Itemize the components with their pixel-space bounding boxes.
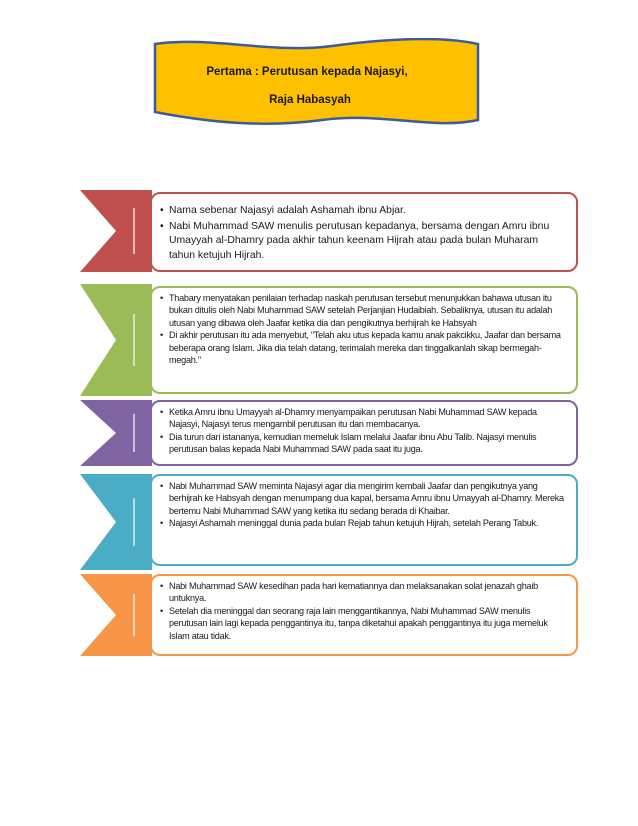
step-5-item-1: • Nabi Muhammad SAW kesedihan pada hari kematiannya dan melaksanakan solat jenazah ghaib untuknya. [160,580,566,605]
step-3-item-2: • Dia turun dari istananya, kemudian memeluk Islam melalui Jaafar ibnu Abu Talib. Najasyi menulis perutusan balas kepada Nabi Muhammad SAW pada saat itu juga. [160,431,566,456]
step-2-box [150,286,578,394]
step-1-box [150,192,578,272]
step-3-item-1: • Ketika Amru ibnu Umayyah al-Dhamry menyampaikan perutusan Nabi Muhammad SAW kepada Najasyi, Najasyi terus mengambil perutusan itu dan membacanya. [160,406,566,431]
step-4-item-1: • Nabi Muhammad SAW meminta Najasyi agar dia mengirim kembali Jaafar dan pengikutnya yang berhijrah ke Habsyah dengan menumpang dua kapal, bersama Amru ibnu Umayyah al-Dhamry. Mereka bertemu Nabi Muhammad SAW yang ketika itu sedang berada di Khaibar. [160,480,566,517]
step-3-box [150,400,578,466]
step-2-item-1: • Thabary menyatakan penilaian terhadap naskah perutusan tersebut menunjukkan bahawa utusan itu bukan ditulis oleh Nabi Muhammad SAW setelah Perjanjian Hudaibiah. Sebaliknya, utusan itu adalah utusan yang dibawa oleh Jaafar ketika dia dan pengikutnya berhijrah ke Habsyah [160,292,566,329]
banner-title-line1: Pertama : Perutusan kepada Najasyi, [206,66,408,78]
step-1-item-2: • Nabi Muhammad SAW menulis perutusan kepadanya, bersama dengan Amru ibnu Umayyah al-Dhamry pada akhir tahun keenam Hijrah atau pada bulan Muharam tahun ketujuh Hijrah. [160,220,566,263]
step-1-item-1: • Nama sebenar Najasyi adalah Ashamah ibnu Abjar. [160,204,566,218]
title-banner [152,38,482,130]
step-4-box [150,474,578,566]
chevron-marker-4 [80,474,152,570]
chevron-marker-3 [80,400,152,466]
step-5-item-2: • Setelah dia meninggal dan seorang raja lain menggantikannya, Nabi Muhammad SAW menulis perutusan lain lagi kepada penggantinya itu, tanpa diketahui apakah penggantinya itu juga memeluk Islam atau tidak. [160,605,566,642]
chevron-marker-5 [80,574,152,656]
step-5-box [150,574,578,656]
banner-title-line2: Raja Habasyah [269,94,351,106]
wave-banner-shape [152,38,482,130]
step-2-item-2: • Di akhir perutusan itu ada menyebut, "Telah aku utus kepada kamu anak pakcikku, Jaafar dan bersama beberapa orang Islam. Jika dia telah datang, terimalah mereka dan tinggalkanlah sikap bermegah-megah." [160,329,566,366]
chevron-marker-1 [80,190,152,272]
chevron-marker-2 [80,284,152,396]
step-4-item-2: • Najasyi Ashamah meninggal dunia pada bulan Rejab tahun ketujuh Hijrah, setelah Perang Tabuk. [160,517,566,529]
